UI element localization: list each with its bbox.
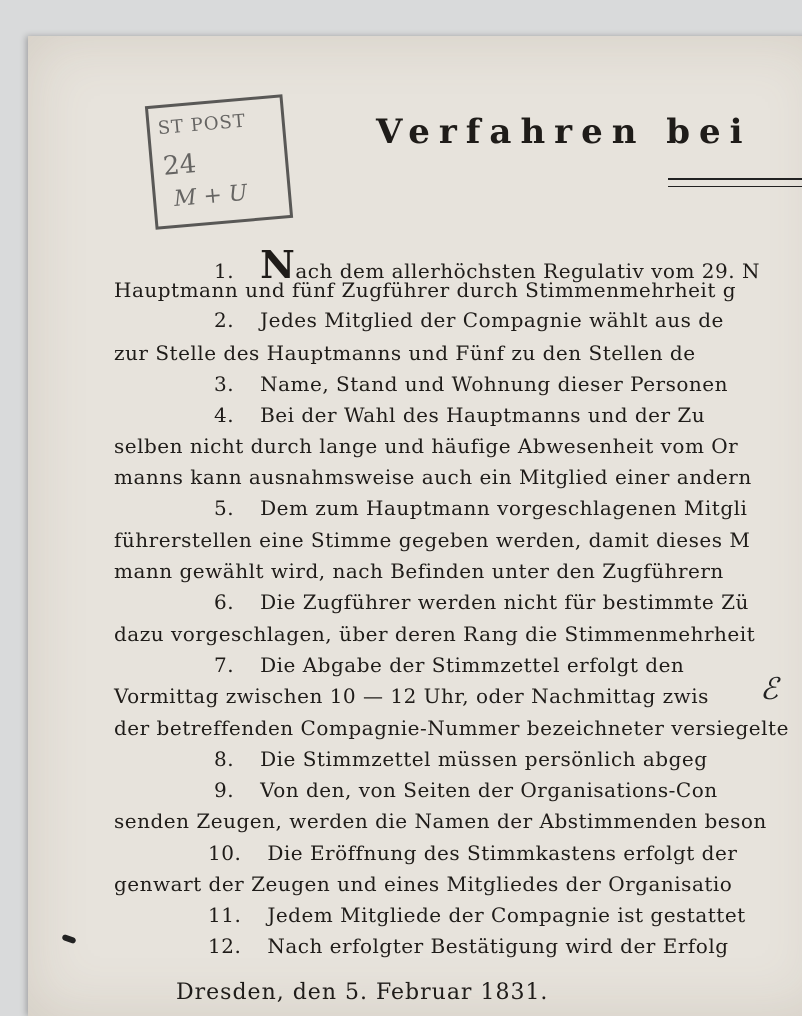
text-line — [114, 434, 738, 458]
line-text: ach dem allerhöchsten Regulativ vom 29. N — [295, 259, 760, 283]
text-line — [208, 934, 729, 958]
line-text: Von den, von Seiten der Organisations-Con — [260, 778, 718, 802]
line-text: mann gewählt wird, nach Befinden unter den Zugführern — [114, 559, 724, 583]
line-text: Dem zum Hauptmann vorgeschlagenen Mitgli — [260, 496, 748, 520]
document-page — [28, 36, 802, 1016]
text-line — [114, 684, 709, 708]
stamp-line-1: ST POST — [156, 110, 247, 140]
page-title: Verfahren bei — [376, 112, 752, 152]
paragraph-number: 8. — [214, 747, 235, 771]
paragraph-number: 7. — [214, 653, 235, 677]
paragraph-number: 12. — [208, 934, 242, 958]
text-line — [208, 903, 746, 927]
paragraph-number: 3. — [214, 372, 235, 396]
line-text: manns kann ausnahmsweise auch ein Mitglied einer andern — [114, 465, 752, 489]
place-date: Dresden, den 5. Februar 1831. — [176, 980, 549, 1005]
line-text: Die Zugführer werden nicht für bestimmte Zü — [260, 590, 749, 614]
line-text: Hauptmann und fünf Zugführer durch Stimmenmehrheit g — [114, 278, 737, 302]
text-line — [114, 622, 755, 646]
text-line — [114, 465, 752, 489]
paragraph-number: 1. — [214, 259, 235, 283]
line-text: Nach erfolgter Bestätigung wird der Erfolg — [267, 934, 729, 958]
line-text: Die Stimmzettel müssen persönlich abgeg — [260, 747, 708, 771]
paragraph-number: 6. — [214, 590, 235, 614]
stamp-line-2: 24 — [161, 149, 198, 182]
line-text: Jedes Mitglied der Compagnie wählt aus de — [260, 308, 724, 332]
text-line — [214, 496, 747, 520]
postal-stamp — [145, 94, 293, 230]
paragraph-number: 9. — [214, 778, 235, 802]
paragraph-number: 5. — [214, 496, 235, 520]
line-text: Name, Stand und Wohnung dieser Personen — [260, 372, 728, 396]
paragraph-number: 10. — [208, 841, 242, 865]
text-line — [114, 341, 696, 365]
line-text: Die Abgabe der Stimmzettel erfolgt den — [260, 653, 685, 677]
text-line — [214, 653, 684, 677]
line-text: führerstellen eine Stimme gegeben werden, damit dieses M — [114, 528, 751, 552]
paragraph-number: 4. — [214, 403, 235, 427]
stamp-line-3: M + U — [173, 180, 249, 213]
text-line — [214, 308, 724, 332]
line-text: Bei der Wahl des Hauptmanns und der Zu — [260, 403, 706, 427]
line-text: senden Zeugen, werden die Namen der Abstimmenden beson — [114, 809, 767, 833]
text-line — [114, 809, 767, 833]
paragraph-number: 11. — [208, 903, 242, 927]
paragraph-number: 2. — [214, 308, 235, 332]
drop-cap: N — [260, 242, 296, 287]
line-text: genwart der Zeugen und eines Mitgliedes der Organisatio — [114, 872, 733, 896]
line-text: der betreffenden Compagnie-Nummer bezeichneter versiegelte — [114, 716, 789, 740]
text-line — [214, 747, 708, 771]
text-line — [114, 559, 724, 583]
text-line — [208, 841, 737, 865]
line-text: Vormittag zwischen 10 — 12 Uhr, oder Nachmittag zwis — [114, 684, 709, 708]
text-line — [114, 872, 732, 896]
text-line — [114, 528, 750, 552]
line-text: Jedem Mitgliede der Compagnie ist gestattet — [267, 903, 746, 927]
line-text: dazu vorgeschlagen, über deren Rang die Stimmenmehrheit — [114, 622, 756, 646]
text-line — [214, 778, 718, 802]
line-text: selben nicht durch lange und häufige Abwesenheit vom Or — [114, 434, 739, 458]
line-text: Die Eröffnung des Stimmkastens erfolgt der — [267, 841, 738, 865]
text-line — [114, 716, 789, 740]
text-line — [114, 278, 736, 302]
line-text: zur Stelle des Hauptmanns und Fünf zu den Stellen de — [114, 341, 696, 365]
text-line — [214, 403, 705, 427]
handwritten-mark: ℰ — [760, 672, 779, 707]
title-rule — [668, 178, 802, 187]
ink-speck — [61, 934, 76, 944]
text-line — [214, 590, 749, 614]
text-line — [214, 372, 728, 396]
